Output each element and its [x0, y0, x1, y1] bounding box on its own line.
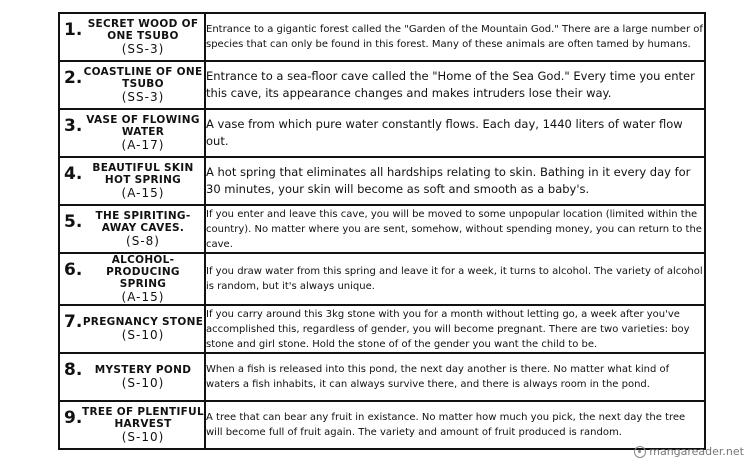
item-rank: (S-10) [121, 430, 165, 444]
item-name-cell [59, 353, 205, 401]
item-desc-cell [205, 157, 705, 205]
item-name [82, 66, 204, 104]
table-row [59, 61, 705, 109]
item-number: 1. [64, 20, 83, 40]
item-desc-cell [205, 61, 705, 109]
item-title: THE SPIRITING-AWAY CAVES. [95, 210, 191, 234]
table-row [59, 13, 705, 61]
item-name [82, 316, 204, 342]
item-rank: (S-10) [121, 328, 165, 342]
item-title: MYSTERY POND [94, 364, 192, 376]
watermark [634, 445, 744, 458]
item-description: If you draw water from this spring and leave it for a week, it turns to alcohol. The variety of alcohol is random, but it's always unique. [206, 266, 703, 292]
item-description: If you carry around this 3kg stone with you for a month without letting go, a week after you've accomplished this, regardless of gender, you will become pregnant. There are two varieties: boy stone and girl stone. Hold the stone of of the gender you want the child to be. [206, 308, 690, 350]
item-title: TREE OF PLENTIFUL HARVEST [82, 406, 204, 430]
table-row [59, 205, 705, 253]
table-row [59, 109, 705, 157]
item-description: A vase from which pure water constantly flows. Each day, 1440 liters of water flow out. [206, 117, 683, 148]
item-desc-cell [205, 253, 705, 305]
table-row [59, 253, 705, 305]
item-name-cell [59, 13, 205, 61]
table-row [59, 157, 705, 205]
item-name [82, 162, 204, 200]
item-rank: (SS-3) [121, 42, 165, 56]
item-rank: (SS-3) [121, 90, 165, 104]
item-name-cell [59, 109, 205, 157]
item-number: 8. [64, 360, 83, 380]
item-name [82, 364, 204, 390]
item-rank: (A-17) [121, 138, 165, 152]
item-number: 6. [64, 260, 83, 280]
item-name-cell [59, 305, 205, 353]
item-description: A tree that can bear any fruit in existance. No matter how much you pick, the next day the tree will become full of fruit again. The variety and amount of fruit produced is random. [206, 412, 686, 438]
item-number: 3. [64, 116, 83, 136]
item-name-cell [59, 205, 205, 253]
table-row [59, 353, 705, 401]
item-desc-cell [205, 205, 705, 253]
item-title: COASTLINE OF ONE TSUBO [83, 66, 203, 90]
watermark-text: mangareader.net [649, 445, 744, 458]
table-row [59, 305, 705, 353]
item-desc-cell [205, 401, 705, 449]
item-title: SECRET WOOD OF ONE TSUBO [87, 18, 199, 42]
item-number: 9. [64, 408, 83, 428]
item-name-cell [59, 253, 205, 305]
item-title: PREGNANCY STONE [82, 316, 204, 328]
item-number: 7. [64, 312, 83, 332]
item-title: VASE OF FLOWING WATER [86, 114, 200, 138]
item-desc-cell [205, 305, 705, 353]
item-description: Entrance to a gigantic forest called the "Garden of the Mountain God." There are a large number of species that can only be found in this forest. Many of these animals are often tamed by humans. [206, 24, 703, 50]
item-name-cell [59, 401, 205, 449]
item-name [82, 406, 204, 444]
item-name [82, 254, 204, 304]
item-name [82, 210, 204, 248]
watermark-logo-icon [634, 446, 646, 458]
item-table [58, 12, 706, 450]
item-desc-cell [205, 353, 705, 401]
item-rank: (A-15) [121, 186, 165, 200]
item-rank: (A-15) [121, 290, 165, 304]
item-rank: (S-10) [121, 376, 165, 390]
item-number: 2. [64, 68, 83, 88]
item-title: BEAUTIFUL SKIN HOT SPRING [92, 162, 194, 186]
item-description: Entrance to a sea-floor cave called the "Home of the Sea God." Every time you enter this cave, its appearance changes and makes intruders lose their way. [206, 69, 695, 100]
item-name [82, 18, 204, 56]
item-name-cell [59, 61, 205, 109]
item-desc-cell [205, 109, 705, 157]
item-name [82, 114, 204, 152]
item-name-cell [59, 157, 205, 205]
item-title: ALCOHOL-PRODUCING SPRING [106, 254, 180, 290]
item-description: If you enter and leave this cave, you will be moved to some unpopular location (limited within the country). No matter where you are sent, somehow, without spending money, you can return to the cave. [206, 208, 702, 250]
item-number: 4. [64, 164, 83, 184]
item-description: A hot spring that eliminates all hardships relating to skin. Bathing in it every day for 30 minutes, your skin will become as soft and smooth as a baby's. [206, 165, 691, 196]
item-rank: (S-8) [126, 234, 160, 248]
table-row [59, 401, 705, 449]
item-description: When a fish is released into this pond, the next day another is there. No matter what kind of waters a fish inhabits, it can always survive there, and there is always room in the pond. [206, 364, 670, 390]
item-desc-cell [205, 13, 705, 61]
item-number: 5. [64, 212, 83, 232]
